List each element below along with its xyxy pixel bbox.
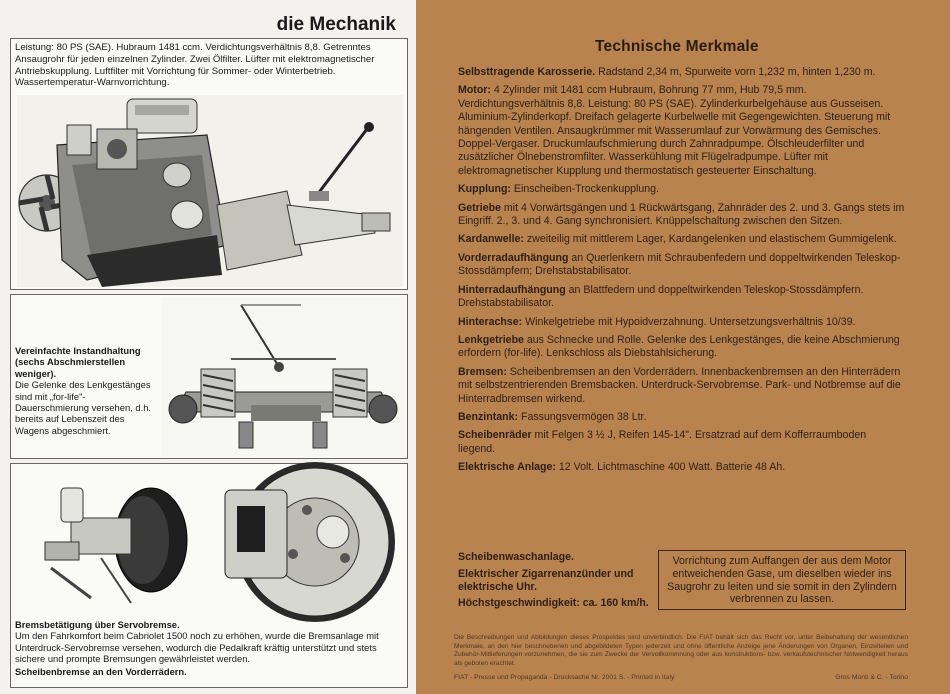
specs-list: [458, 66, 906, 480]
front-axle-illustration: [161, 297, 405, 457]
steering-panel: [10, 294, 408, 459]
spec-electrics: Elektrische Anlage: 12 Volt. Lichtmaschine 400 Watt. Batterie 48 Ah.: [458, 461, 786, 474]
maintenance-text-block: [15, 345, 157, 436]
footer-printer: Gros Monti & C. - Torino: [835, 674, 908, 681]
spec-body: Selbsttragende Karosserie. Radstand 2,34 m, Spurweite vorn 1,232 m, hinten 1,230 m.: [458, 66, 876, 78]
spec-driveshaft: Kardanwelle: zweiteilig mit mittlerem Lager, Kardangelenken und elastischem Gummigelenk.: [458, 233, 897, 246]
spec-steering: Lenkgetriebe aus Schnecke und Rolle. Gelenke des Lenkgestänges, die keine Abschmierung erfordern (for-life). Lenkschloss als Diebstahlsicherung.: [458, 333, 900, 360]
left-page: [0, 0, 416, 694]
extra-washer: Scheibenwaschanlage.: [458, 551, 574, 563]
page-title: die Mechanik: [276, 14, 396, 35]
brake-text-block: [15, 619, 405, 677]
brake-heading: Bremsbetätigung über Servobremse.: [15, 619, 180, 630]
spec-rear-suspension: Hinterradaufhängung an Blattfedern und doppeltwirkenden Teleskop-Stossdämpfern. Drehstabstabilisator.: [458, 283, 864, 310]
spec-clutch: Kupplung: Einscheiben-Trockenkupplung.: [458, 183, 659, 196]
engine-panel: [10, 38, 408, 290]
maintenance-description: Die Gelenke des Lenkgestänges sind mit „for-life"-Dauerschmierung versehen, d.h. bereits auf Lebenszeit des Wagens abgeschmiert.: [15, 379, 152, 436]
extras-list: [458, 551, 653, 614]
crankcase-ventilation-note: Vorrichtung zum Auffangen der aus dem Motor entweichenden Gase, um dieselben wieder ins Saugrohr zu leiten und sie somit in den Zylindern verbrennen zu lassen.: [658, 550, 906, 610]
spec-fuel-tank: Benzintank: Fassungsvermögen 38 Ltr.: [458, 410, 647, 423]
spec-engine: Motor: 4 Zylinder mit 1481 ccm Hubraum, Bohrung 77 mm, Hub 79,5 mm. Verdichtungsverhältnis 8,8. Leistung: 80 PS (SAE). Zylinderkurbelgehäuse aus Gusseisen. Aluminium-Zylinderkopf. Dreifach gelagerte Kurbelwelle mit Gegengewichten. Steuerung mit hängenden Ventilen. Ansaugkrümmer mit Wasserumlauf zur Vorwärmung des Gemisches. Doppel-Vergaser. Druckumlaufschmierung durch Zahnradpumpe. Ölschleuderfilter und zusätzlicher Ölnebenstromfilter. Wasserkühlung mit Flügelradpumpe. Lüfter mit elektromagnetischer Kupplung und thermostatisch gesteuerter Einschaltung.: [458, 84, 891, 177]
disclaimer-fine-print: Die Beschreibungen und Abbildungen dieses Prospektes sind unverbindlich. Die FIAT behält sich das Recht vor, unter Beibehaltung der wesentlichen Merkmale, an den hier beschriebenen und abgebildeten Typen jederzeit und ohne öffentliche Anzeige jene Änderungen von Organen, Einzelteilen und Zubehör-Mitlieferungen vorzunehmen, die sie zum Zwecke der Vervollkommnung oder aus konstruktions- bzw. verkaufstechnischer Notwendigkeit heraus als geboten erachtet.: [454, 634, 908, 667]
brakes-panel: [10, 463, 408, 688]
disc-brake-illustration: [219, 450, 395, 630]
extra-lighter-clock: Elektrischer Zigarrenanzünder und elektrische Uhr.: [458, 567, 634, 593]
specs-title: Technische Merkmale: [595, 38, 759, 55]
spec-wheels: Scheibenräder mit Felgen 3 ½ J, Reifen 145-14". Ersatzrad auf dem Kofferraumboden liegend.: [458, 429, 867, 455]
engine-description: Leistung: 80 PS (SAE). Hubraum 1481 ccm. Verdichtungsverhältnis 8,8. Getrenntes Ansaugrohr für jeden einzelnen Zylinder. Zwei Ölfilter. Lüfter mit elektromagnetischer Antriebskupplung. Luftfilter mit Vorrichtung für Sommer- oder Winterbetrieb. Wassertemperatur-Warnvorrichtung.: [15, 42, 375, 89]
servo-brake-illustration: [31, 478, 191, 618]
brake-description: Um den Fahrkomfort beim Cabriolet 1500 noch zu erhöhen, wurde die Bremsanlage mit Unterdruck-Servobremse versehen, wodurch die Pedalkraft kräftig unterstützt und stets sichere und prompte Bremsungen gewährleistet werden.: [15, 630, 379, 665]
spec-brakes: Bremsen: Scheibenbremsen an den Vorderrädern. Innenbackenbremsen an den Hinterrädern mit selbstzentrierenden Bremsbacken. Unterdruck-Servobremse. Park- und Notbremse auf die Hinterradbremsen wirkend.: [458, 365, 901, 405]
engine-illustration: [17, 95, 403, 287]
disc-brake-caption: Scheibenbremse an den Vorderrädern.: [15, 665, 187, 677]
maintenance-heading: Vereinfachte Instandhaltung (sechs Abschmierstellen weniger).: [15, 345, 141, 379]
spec-front-suspension: Vorderradaufhängung an Querlenkern mit Schraubenfedern und doppeltwirkenden Teleskop-Stossdämpfern; Drehstabstabilisator.: [458, 251, 901, 278]
spec-rear-axle: Hinterachse: Winkelgetriebe mit Hypoidverzahnung. Untersetzungsverhältnis 10/39.: [458, 315, 856, 328]
extra-top-speed: Höchstgeschwindigkeit: ca. 160 km/h.: [458, 597, 649, 610]
spec-gearbox: Getriebe mit 4 Vorwärtsgängen und 1 Rückwärtsgang, Zahnräder des 2. und 3. Gangs stets im Eingriff. 2., 3. und 4. Gang synchronisiert. Knüppelschaltung zwischen den Sitzen.: [458, 201, 905, 228]
footer-publisher: FIAT - Presse und Propaganda - Drucksache Nr. 2001 S. - Printed in Italy: [454, 674, 675, 681]
